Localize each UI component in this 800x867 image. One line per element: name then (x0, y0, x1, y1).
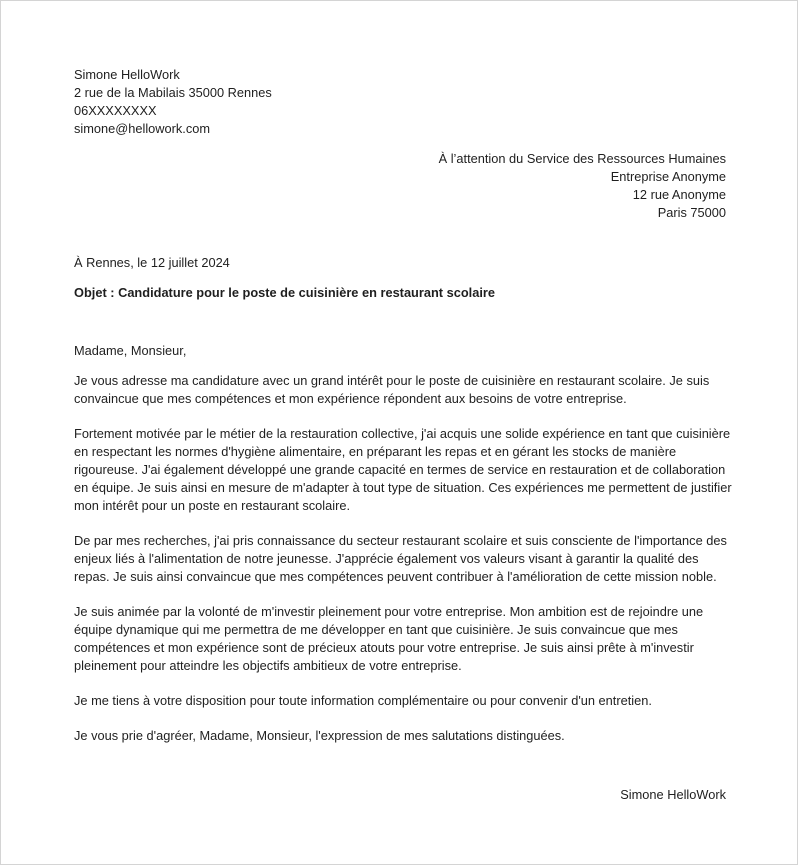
paragraph-4: Je suis animée par la volonté de m'investir pleinement pour votre entreprise. Mon ambition est de rejoindre une équipe dynamique qui me permettra de me développer en tant que cuisinière. Je suis convaincue que mes compétences et mon expérience sont de précieux atouts pour votre entreprise. Je suis ainsi prête à m'investir pleinement pour atteindre les objectifs ambitieux de votre entreprise. (74, 604, 704, 673)
recipient-street: 12 rue Anonyme (632, 187, 726, 202)
sender-phone: 06XXXXXXXX (74, 103, 157, 118)
greeting: Madame, Monsieur, (74, 343, 187, 358)
recipient-attention: À l’attention du Service des Ressources Humaines (438, 151, 726, 166)
date-line: À Rennes, le 12 juillet 2024 (74, 255, 230, 270)
paragraph-1: Je vous adresse ma candidature avec un grand intérêt pour le poste de cuisinière en restaurant scolaire. Je suis convaincue que mes compétences et mon expérience répondent aux besoins de votre entreprise. (74, 373, 710, 406)
recipient-block (439, 150, 726, 222)
recipient-company: Entreprise Anonyme (610, 169, 726, 184)
paragraph-5: Je me tiens à votre disposition pour toute information complémentaire ou pour convenir d'un entretien. (74, 693, 652, 708)
signature: Simone HelloWork (620, 787, 726, 802)
sender-name: Simone HelloWork (74, 67, 180, 82)
recipient-city: Paris 75000 (657, 205, 726, 220)
sender-block (74, 66, 272, 138)
subject-line: Objet : Candidature pour le poste de cuisinière en restaurant scolaire (74, 285, 495, 300)
letter-body (74, 342, 734, 762)
sender-address: 2 rue de la Mabilais 35000 Rennes (74, 85, 272, 100)
paragraph-2: Fortement motivée par le métier de la restauration collective, j'ai acquis une solide expérience en tant que cuisinière en respectant les normes d'hygiène alimentaire, en préparant les repas et en gérant les stocks de manière rigoureuse. J'ai également développé une grande capacité en termes de service en restauration et de collaboration en équipe. Je suis ainsi en mesure de m'adapter à tout type de situation. Ces expériences me permettent de justifier mon intérêt pour un poste en restaurant scolaire. (74, 426, 732, 513)
paragraph-3: De par mes recherches, j'ai pris connaissance du secteur restaurant scolaire et suis consciente de l'importance des enjeux liés à l'alimentation de notre jeunesse. J'apprécie également vos valeurs visant à garantir la qualité des repas. Je suis ainsi convaincue que mes compétences peuvent contribuer à l'amélioration de cette mission noble. (74, 533, 727, 584)
closing-formula: Je vous prie d'agréer, Madame, Monsieur, l'expression de mes salutations distinguées. (74, 728, 565, 743)
sender-email: simone@hellowork.com (74, 121, 211, 136)
